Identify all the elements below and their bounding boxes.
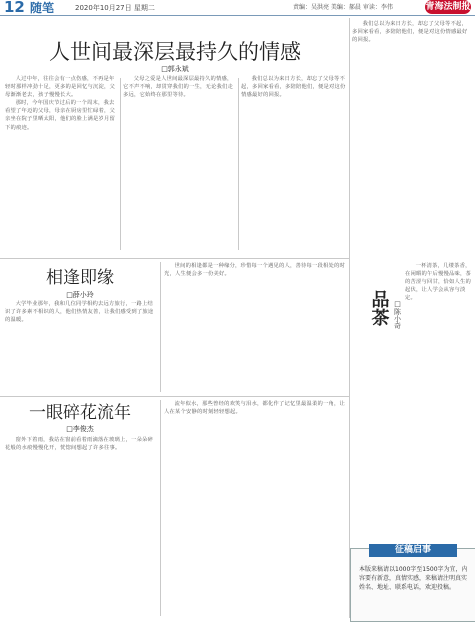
article-title-vertical — [367, 290, 391, 331]
paragraph: 窗外下着雨，我站在窗前看着雨滴落在玻璃上，一朵朵碎花般的水痕慢慢化开，恍惚间想起了许多往事。 — [5, 437, 154, 452]
column-divider — [160, 400, 161, 616]
article-body — [405, 262, 472, 544]
paragraph: 大学毕业那年，我和几位同学相约去远方旅行，一路上结识了许多素不相识的人，他们热情友善，让我们感受到了旅途的温暖。 — [5, 301, 154, 324]
article-author: □李俊杰 — [66, 425, 94, 433]
paragraph: 父母之爱是人世间最深层最持久的情感，它不声不响，却贯穿我们的一生，无论我们走多远，它始终在那里等待。 — [123, 76, 233, 99]
paragraph: 世间的相逢都是一种缘分，珍惜每一个遇见的人，善待每一段相处的时光，人生便会多一份美好。 — [164, 263, 345, 278]
article-body — [123, 75, 235, 253]
article-body-continued — [352, 20, 472, 260]
notice-body: 本版来稿请以1000字至1500字为宜，内容要有新意，真情实感，来稿请注明真实姓名、地址、联系电话，欢迎投稿。 — [359, 566, 468, 591]
column-divider — [349, 18, 350, 618]
article-body — [5, 75, 117, 253]
article-title: 相逢即缘 — [46, 268, 114, 288]
paragraph: 那时，今年国庆节过后的一个周末，我去看望了年迈的父母，母亲在厨房里忙碌着，父亲坐在院子里晒太阳，他们的脸上满是岁月留下的痕迹。 — [5, 100, 115, 131]
paragraph: 流年似水，那些曾经的欢笑与泪水，都化作了记忆里最温柔的一角，让人在某个安静的时刻轻轻想起。 — [164, 401, 345, 416]
editor-credits: 责编：吴洪亮 美编：郝晨 审读：李伟 — [293, 4, 393, 11]
article-body — [5, 436, 157, 616]
article-author-vertical — [392, 300, 402, 332]
article-author: □陈小奇 — [393, 300, 402, 329]
column-divider — [238, 78, 239, 250]
article-author: □郭永斌 — [161, 65, 189, 73]
section-divider — [0, 396, 350, 397]
notice-title: 征稿启事 — [369, 544, 457, 557]
section-divider — [0, 258, 350, 259]
newspaper-logo: 青海法制报 — [425, 2, 471, 12]
article-title: 一眼碎花流年 — [29, 403, 131, 423]
issue-date: 2020年10月27日 星期二 — [75, 4, 155, 12]
paragraph: 我们总以为来日方长，却忘了父母等不起，多回家看看，多陪陪他们，便是对这份情感最好的回报。 — [241, 76, 346, 99]
paragraph: 我们总以为来日方长，却忘了父母等不起，多回家看看，多陪陪他们，便是对这份情感最好的回报。 — [352, 21, 468, 44]
article-body — [5, 300, 157, 392]
article-title: 人世间最深层最持久的情感 — [49, 40, 301, 64]
paragraph: 一杯清茶，几缕茶香，在闲暇的午后慢慢品味，茶的苦涩与回甘，恰如人生的起伏，让人学会从容与淡定。 — [405, 263, 471, 302]
call-for-submissions-box — [350, 545, 475, 622]
page-number: 12 — [4, 0, 25, 16]
column-divider — [160, 262, 161, 392]
paragraph: 人过中年，往往会有一点伤感，不再是年轻时那样冲劲十足，更多的是回忆与沉淀，父母渐渐老去，孩子慢慢长大。 — [5, 76, 115, 99]
article-body — [352, 262, 366, 544]
article-title: 品茶 — [368, 290, 390, 326]
article-author: □薛小玲 — [66, 291, 94, 299]
page-header — [0, 0, 475, 16]
column-divider — [120, 78, 121, 250]
article-body — [241, 75, 347, 253]
article-body — [164, 400, 346, 616]
article-body — [164, 262, 346, 392]
section-name: 随笔 — [30, 1, 55, 15]
